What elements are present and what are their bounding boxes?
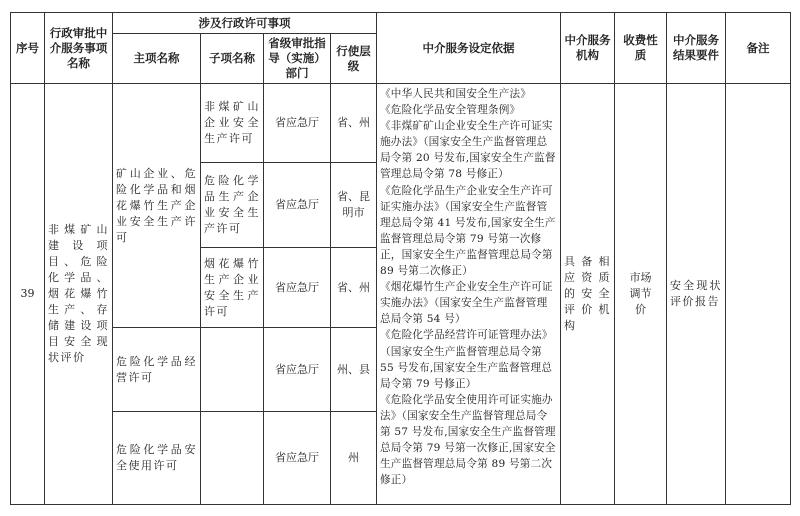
basis-item: 《危险化学品安全管理条例》 <box>380 104 521 117</box>
cell-agency: 具备相应资质的安全评价机构 <box>561 84 615 505</box>
cell-dept: 省应急厅 <box>264 163 331 248</box>
basis-item: 《中华人民共和国安全生产法》 <box>380 88 532 100</box>
header-seq: 序号 <box>11 13 45 84</box>
cell-dept: 省应急厅 <box>264 328 331 412</box>
cell-main-item: 危险化学品经营许可 <box>113 328 201 412</box>
header-permit-group: 涉及行政许可事项 <box>113 13 377 34</box>
basis-item: 《危险化学品安全使用许可证实施办法》（国家安全生产监督管理总局令第 57 号发布,国家安全生产监督管理总局令第 79 号第一次修正,国家安全生产监督管理总局令第 89 号第二次修正） <box>380 393 556 487</box>
header-result: 中介服务结果要件 <box>667 13 726 84</box>
table-row <box>11 84 791 163</box>
cell-level: 州 <box>331 412 377 505</box>
header-fee: 收费性质 <box>615 13 667 84</box>
basis-item: 《非煤矿矿山企业安全生产许可证实施办法》（国家安全生产监督管理总局令第 20 号发布,国家安全生产监督管理总局令第 78 号修正） <box>380 120 556 181</box>
header-basis: 中介服务设定依据 <box>377 13 561 84</box>
cell-dept: 省应急厅 <box>264 412 331 505</box>
cell-sub-item: 烟花爆竹生产企业安全生产许可 <box>201 248 264 328</box>
header-level: 行使层级 <box>331 34 377 84</box>
cell-level: 州、县 <box>331 328 377 412</box>
cell-service-name: 非煤矿山建设项目、危险化学品、烟花爆竹生产、存储建设项目安全现状评价 <box>45 84 113 505</box>
cell-sub-item: 非煤矿山企业安全生产许可 <box>201 84 264 163</box>
cell-dept: 省应急厅 <box>264 84 331 163</box>
cell-sub-item <box>201 412 264 505</box>
header-remark: 备注 <box>726 13 791 84</box>
header-service-name: 行政审批中介服务事项名称 <box>45 13 113 84</box>
cell-dept: 省应急厅 <box>264 248 331 328</box>
basis-item: 《烟花爆竹生产企业安全生产许可证实施办法》（国家安全生产监督管理总局令第 54 号） <box>380 281 553 326</box>
cell-main-item: 矿山企业、危险化学品和烟花爆竹生产企业安全生产许可 <box>113 84 201 328</box>
cell-sub-item: 危险化学品生产企业安全生产许可 <box>201 163 264 248</box>
basis-item: 《危险化学品经营许可证管理办法》（国家安全生产监督管理总局令第 55 号发布,国家安全生产监督管理总局令第 79 号修正） <box>380 329 553 390</box>
cell-level: 省、昆明市 <box>331 163 377 248</box>
basis-item: 《危险化学品生产企业安全生产许可证实施办法》（国家安全生产监督管理总局令第 41 号发布,国家安全生产监督管理总局令第 79 号第一次修正，国家安全生产监督管理总局令第 89 号第二次修正） <box>380 184 556 278</box>
header-sub-item: 子项名称 <box>201 34 264 84</box>
cell-level: 省、州 <box>331 84 377 163</box>
cell-seq: 39 <box>11 84 45 505</box>
cell-main-item: 危险化学品安全使用许可 <box>113 412 201 505</box>
header-main-item: 主项名称 <box>113 34 201 84</box>
cell-sub-item <box>201 328 264 412</box>
header-agency: 中介服务机构 <box>561 13 615 84</box>
cell-remark <box>726 84 791 505</box>
cell-fee: 市场调节价 <box>615 84 667 505</box>
service-table <box>10 12 791 505</box>
header-dept: 省级审批指导（实施）部门 <box>264 34 331 84</box>
cell-result: 安全现状评价报告 <box>667 84 726 505</box>
cell-basis <box>377 84 561 505</box>
cell-level: 省、州 <box>331 248 377 328</box>
